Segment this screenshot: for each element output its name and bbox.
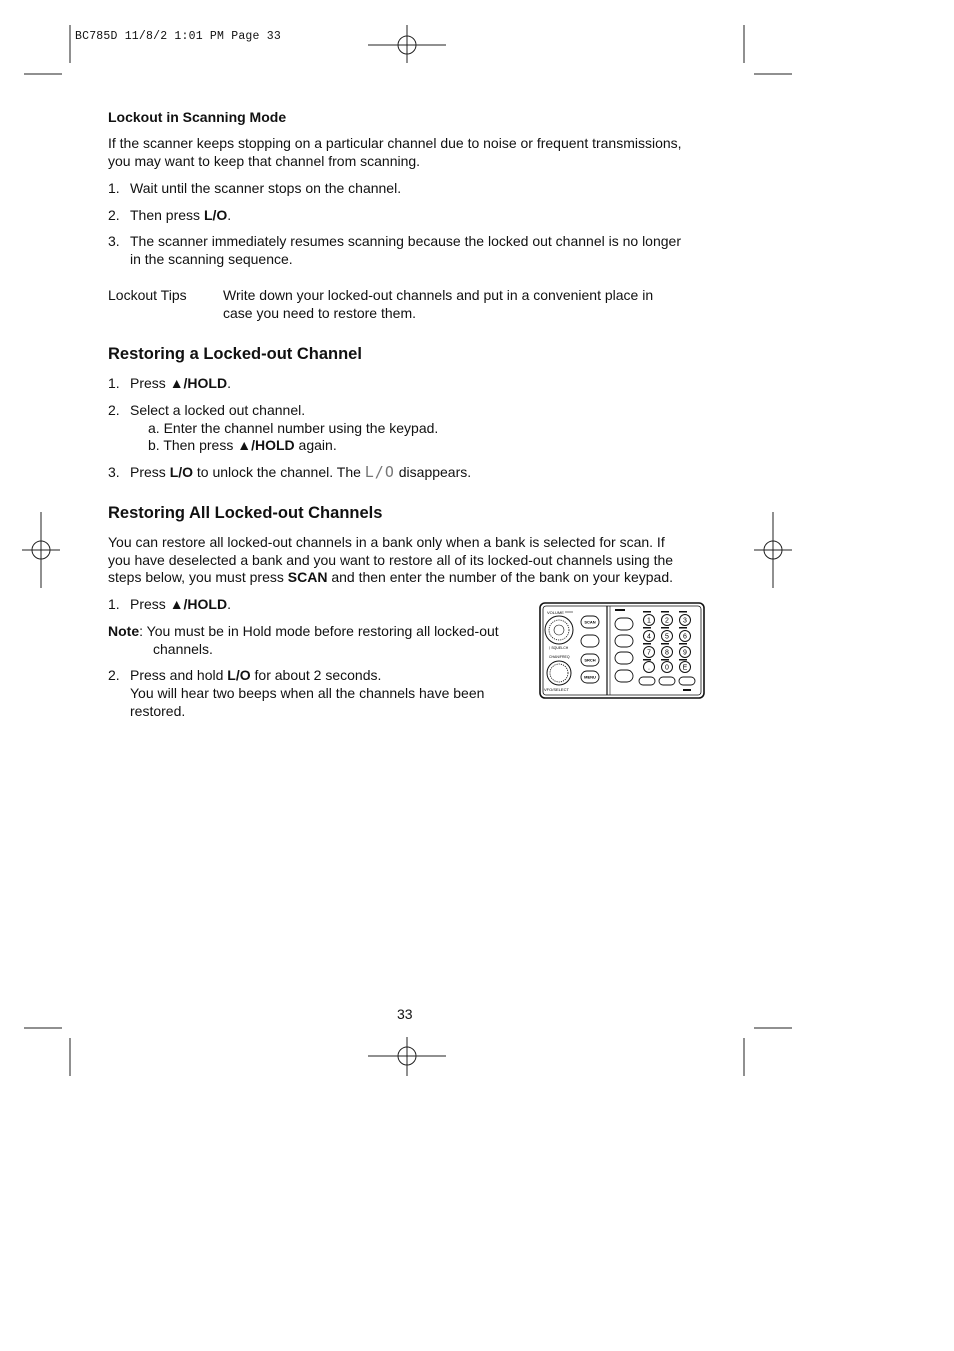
key-label: L/O xyxy=(227,667,251,683)
figure-digit-key: 2 xyxy=(665,617,669,625)
step-text: Press L/O to unlock the channel. The L/O disappears. xyxy=(130,463,472,481)
lcd-lockout-indicator: L/O xyxy=(364,463,395,481)
step-text: Then press L/O. xyxy=(130,207,232,223)
step-number: 2. xyxy=(108,402,120,418)
step-text: Press and hold L/O for about 2 seconds. xyxy=(130,667,382,683)
sub-step-text: b. Then press ▲/HOLD again. xyxy=(148,437,337,453)
step-number: 1. xyxy=(108,596,120,612)
step-text: restored. xyxy=(130,703,186,719)
step-text: Press ▲/HOLD. xyxy=(130,375,231,391)
step-number: 3. xyxy=(108,464,120,480)
step-number: 1. xyxy=(108,180,120,196)
step-text: Press ▲/HOLD. xyxy=(130,596,231,612)
step-text: Wait until the scanner stops on the channel. xyxy=(130,180,402,196)
key-label: ▲/HOLD xyxy=(169,596,228,612)
sub-step-text: a. Enter the channel number using the keypad. xyxy=(148,420,439,436)
figure-key xyxy=(581,635,599,647)
step-text: in the scanning sequence. xyxy=(130,251,293,267)
figure-digit-key: 0 xyxy=(665,664,669,672)
paragraph-line: you may want to keep that channel from scanning. xyxy=(108,153,421,169)
note-label: Note xyxy=(108,623,140,639)
figure-key-label: SCAN xyxy=(584,619,596,625)
paragraph-line: you have deselected a bank and you want to restore all of its locked-out channels using the xyxy=(108,552,674,568)
paragraph-line: You can restore all locked-out channels in a bank only when a bank is selected for scan. If xyxy=(108,534,665,550)
key-label: SCAN xyxy=(287,569,328,585)
tips-text: case you need to restore them. xyxy=(223,305,416,321)
figure-digit-key: 5 xyxy=(665,633,669,641)
note-text: channels. xyxy=(153,641,213,657)
key-label: L/O xyxy=(169,464,194,480)
step-number: 1. xyxy=(108,375,120,391)
section-heading-restoring-channel: Restoring a Locked-out Channel xyxy=(108,345,362,363)
figure-digit-key: E xyxy=(682,664,688,672)
figure-key-label: MENU xyxy=(584,674,596,680)
step-text: Select a locked out channel. xyxy=(130,402,306,418)
tips-label: Lockout Tips xyxy=(108,287,187,303)
step-text: You will hear two beeps when all the channels have been xyxy=(130,685,485,701)
key-label: ▲/HOLD xyxy=(169,375,228,391)
figure-label-vfo: VFO/SELECT xyxy=(544,687,569,692)
figure-digit-key: 9 xyxy=(683,649,687,657)
svg-text:⟩ SQUELCH: ⟩ SQUELCH xyxy=(549,646,569,650)
tips-text: Write down your locked-out channels and put in a convenient place in xyxy=(223,287,654,303)
scanner-keypad-illustration xyxy=(539,602,705,699)
paragraph-line: If the scanner keeps stopping on a particular channel due to noise or frequent transmissions, xyxy=(108,135,682,151)
figure-digit-key: 4 xyxy=(647,633,651,641)
section-heading-lockout-scanning: Lockout in Scanning Mode xyxy=(108,109,287,125)
figure-digit-key: 6 xyxy=(683,633,687,641)
figure-digit-key: 3 xyxy=(683,617,687,625)
step-number: 2. xyxy=(108,207,120,223)
figure-label-volume: VOLUME xyxy=(547,610,564,615)
svg-text:CHAN/FREQ: CHAN/FREQ xyxy=(549,655,570,659)
figure-digit-key: 8 xyxy=(665,649,669,657)
key-label: L/O xyxy=(203,207,228,223)
key-label: ▲/HOLD xyxy=(237,437,295,453)
paragraph-line: steps below, you must press SCAN and then enter the number of the bank on your keypad. xyxy=(108,569,674,585)
figure-digit-key: 7 xyxy=(647,649,651,657)
figure-digit-key: . xyxy=(648,664,650,672)
section-heading-restoring-all: Restoring All Locked-out Channels xyxy=(108,504,383,522)
page-number: 33 xyxy=(397,1006,413,1022)
figure-key-label: SRCH xyxy=(584,657,596,663)
step-number: 2. xyxy=(108,667,120,683)
print-slug: BC785D 11/8/2 1:01 PM Page 33 xyxy=(75,30,281,43)
figure-digit-key: 1 xyxy=(647,617,651,625)
step-number: 3. xyxy=(108,233,120,249)
step-text: The scanner immediately resumes scanning because the locked out channel is no longer xyxy=(130,233,681,249)
note-text: Note: You must be in Hold mode before restoring all locked-out xyxy=(108,623,499,639)
